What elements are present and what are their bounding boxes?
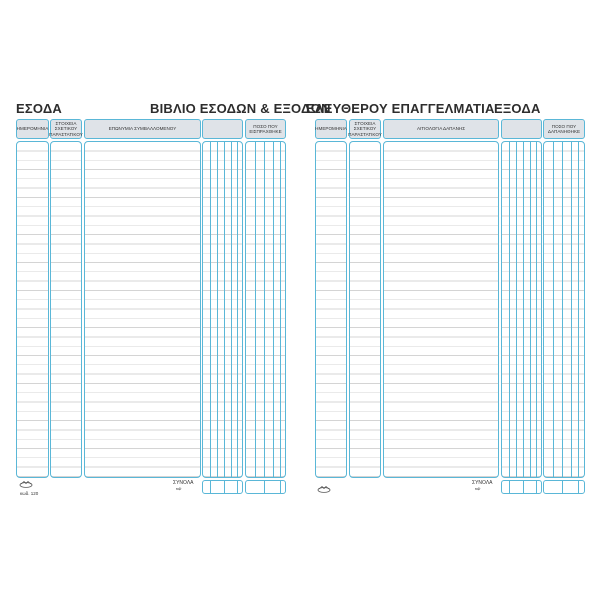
digit-divider bbox=[231, 141, 232, 478]
column-date-left[interactable] bbox=[16, 141, 49, 478]
digit-divider bbox=[578, 141, 579, 478]
digit-divider bbox=[562, 141, 563, 478]
digit-divider bbox=[571, 141, 572, 478]
header-amount-spent: ΠΟΣΟ ΠΟΥ ΔΑΠΑΝΗΘΗΚΕ bbox=[543, 119, 585, 139]
digit-divider bbox=[264, 480, 265, 494]
digit-divider bbox=[255, 141, 256, 478]
digit-divider bbox=[217, 141, 218, 478]
digit-divider bbox=[509, 480, 510, 494]
digit-divider bbox=[280, 141, 281, 478]
column-date-right[interactable] bbox=[315, 141, 347, 478]
digit-divider bbox=[210, 480, 211, 494]
column-document-left[interactable] bbox=[50, 141, 82, 478]
digit-divider bbox=[237, 141, 238, 478]
form-code: κωδ. 120 bbox=[20, 491, 39, 496]
digit-divider bbox=[530, 141, 531, 478]
digit-divider bbox=[237, 480, 238, 494]
header-party: ΕΠΩΝΥΜΙΑ ΣΥΜΒΑΛΛΟΜΕΝΟΥ bbox=[84, 119, 201, 139]
header-document-right: ΣΤΟΙΧΕΙΑ ΣΧΕΤΙΚΟΥ ΠΑΡΑΣΤΑΤΙΚΟΥ bbox=[349, 119, 381, 139]
publisher-logo-icon bbox=[19, 480, 33, 488]
digit-divider bbox=[210, 141, 211, 478]
right-page-title-professional: ΕΛΕΥΘΕΡΟΥ ΕΠΑΓΓΕΛΜΑΤΙΑ bbox=[306, 101, 495, 116]
column-document-right[interactable] bbox=[349, 141, 381, 478]
digit-divider bbox=[523, 480, 524, 494]
totals-label-right: ΣΥΝΟΛΑ bbox=[472, 480, 493, 486]
left-page-title-income: ΕΣΟΔΑ bbox=[16, 101, 62, 116]
digit-divider bbox=[280, 480, 281, 494]
digit-divider bbox=[509, 141, 510, 478]
digit-divider bbox=[516, 141, 517, 478]
column-party[interactable] bbox=[84, 141, 201, 478]
digit-divider bbox=[224, 480, 225, 494]
digit-divider bbox=[562, 480, 563, 494]
header-date-left: ΗΜΕΡΟΜΗΝΙΑ bbox=[16, 119, 49, 139]
digit-divider bbox=[523, 141, 524, 478]
header-document-left: ΣΤΟΙΧΕΙΑ ΣΧΕΤΙΚΟΥ ΠΑΡΑΣΤΑΤΙΚΟΥ bbox=[50, 119, 82, 139]
arrow-right-icon: ⇨ bbox=[176, 486, 182, 493]
header-blank-left bbox=[202, 119, 243, 139]
header-amount-received: ΠΟΣΟ ΠΟΥ ΕΙΣΠΡΑΧΘΗΚΕ bbox=[245, 119, 286, 139]
digit-divider bbox=[264, 141, 265, 478]
arrow-right-icon: ⇨ bbox=[475, 486, 481, 493]
book-title: ΒΙΒΛΙΟ ΕΣΟΔΩΝ & ΕΞΟΔΩΝ bbox=[150, 101, 331, 116]
digit-divider bbox=[224, 141, 225, 478]
digit-divider bbox=[578, 480, 579, 494]
column-expense-reason[interactable] bbox=[383, 141, 499, 478]
header-date-right: ΗΜΕΡΟΜΗΝΙΑ bbox=[315, 119, 347, 139]
header-blank-right bbox=[501, 119, 542, 139]
publisher-logo-icon bbox=[317, 485, 331, 493]
digit-divider bbox=[273, 141, 274, 478]
header-expense-reason: ΑΙΤΙΟΛΟΓΙΑ ΔΑΠΑΝΗΣ bbox=[383, 119, 499, 139]
digit-divider bbox=[553, 141, 554, 478]
right-page-title-expenses: ΕΞΟΔΑ bbox=[494, 101, 541, 116]
totals-label-left: ΣΥΝΟΛΑ bbox=[173, 480, 194, 486]
digit-divider bbox=[536, 141, 537, 478]
digit-divider bbox=[536, 480, 537, 494]
